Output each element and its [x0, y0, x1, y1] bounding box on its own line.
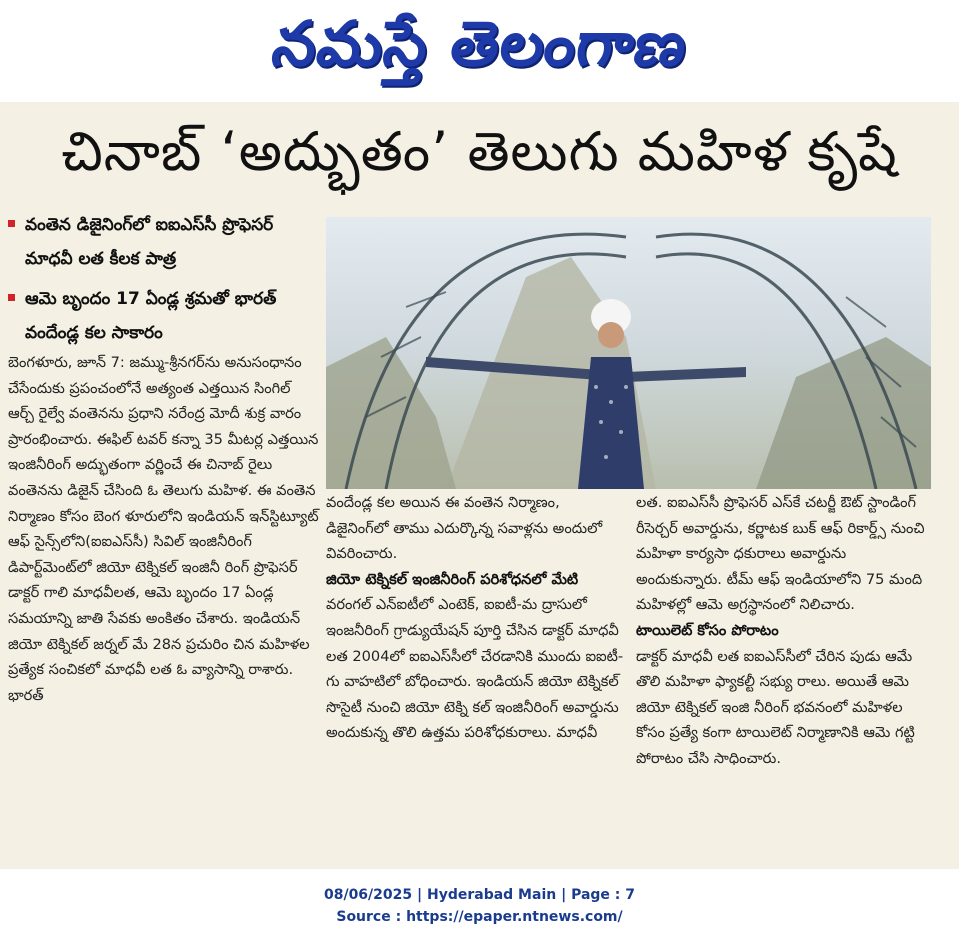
masthead-title: నమస్తే తెలంగాణ — [268, 7, 693, 80]
highlight-item — [8, 282, 320, 350]
bullet-square-icon — [8, 220, 15, 227]
article-paragraph: డాక్టర్ మాధవీ లత ఐఐఎస్‌సీలో చేరిన పుడు ఆమే తొలి మహిళా ఫ్యాకల్టీ సభ్యు రాలు. అయితే ఆమె జియో టెక్నికల్ ఇంజి నీరింగ్ భవనంలో మహిళల కోసం ప్రత్యే కంగా టాయిలెట్ నిర్మాణానికి ఆమె గట్టి పోరాటం చేసి సాధించారు. — [636, 647, 915, 767]
edition-info: 08/06/2025 | Hyderabad Main | Page : 7 — [323, 887, 636, 903]
highlight-text: ఆమె బృందం 17 ఏండ్ల శ్రమతో భారత్ వందేండ్ల కల సాకారం — [25, 289, 277, 343]
article-paragraph: వందేండ్ల కల అయిన ఈ వంతెన నిర్మాణం, డిజైనింగ్‌లో తాము ఎదుర్కొన్న సవాళ్లను అందులో వివరించారు. — [326, 494, 603, 563]
article-paragraph: లత. ఐఐఎస్‌సీ ప్రొఫెసర్ ఎస్‌కే చటర్జీ ఔట్ స్టాండింగ్ రీసెర్చర్ అవార్డును, కర్ణాటక బుక్ ఆఫ్ రికార్డ్స్ నుంచి మహిళా కార్యసా ధకురాలు అవార్డును అందుకున్నారు. టీమ్ ఆఫ్ ఇండియాలోని 75 మంది మహిళల్లో ఆమె అగ్రస్థానంలో నిలిచారు. — [636, 494, 925, 614]
highlights-list — [8, 208, 320, 356]
page-footer — [0, 884, 959, 928]
article-headline: చినాబ్ ‘అద్భుతం’ తెలుగు మహిళ కృషే — [61, 120, 898, 183]
subheading: టాయిలెట్ కోసం పోరాటం — [636, 621, 779, 639]
bridge-photo-illustration — [326, 217, 931, 489]
article-photo — [326, 217, 931, 489]
highlight-text: వంతెన డిజైనింగ్‌లో ఐఐఎస్‌సీ ప్రొఫెసర్ మాధవీ లత కీలక పాత్ర — [25, 215, 274, 269]
article-paragraph: బెంగళూరు, జూన్ 7: జమ్ము-శ్రీనగర్‌ను అనుసంధానం చేసేందుకు ప్రపంచంలోనే అత్యంత ఎత్తయిన సింగిల్ ఆర్చ్ రైల్వే వంతెనను ప్రధాని నరేంద్ర మోదీ శుక్ర వారం ప్రారంభించారు. ఈఫిల్ టవర్ కన్నా 35 మీటర్ల ఎత్తయిన ఇంజినీరింగ్ అద్భుతంగా వర్ణించే ఈ చినాబ్ రైలు వంతెనను డిజైన్ చేసింది ఓ తెలుగు మహిళ. ఈ వంతెన నిర్మాణం కోసం బెంగ ళూరులోని ఇండియన్ ఇన్‌స్టిట్యూట్ ఆఫ్ సైన్స్‌లోని(ఐఐఎస్‌సీ) సివిల్ ఇంజినీరింగ్ డిపార్ట్‌మెంట్‌లో జియో టెక్నికల్ ఇంజినీ రింగ్ ప్రొఫెసర్ డాక్టర్ గాలి మాధవీలత, ఆమె బృందం 17 ఏండ్ల సమయాన్ని జాతి సేవకు అంకితం చేశారు. ఇండియన్ జియో టెక్నికల్ జర్నల్ మే 28న ప్రచురిం చిన మహిళల ప్రత్యేక సంచికలో మాధవీ లత ఓ వ్యాసాన్ని రాశారు. భారత్ — [8, 354, 319, 704]
article-column-1 — [8, 350, 320, 708]
subheading: జియో టెక్నికల్ ఇంజినీరింగ్ పరిశోధనలో మేటి — [326, 570, 579, 588]
masthead — [0, 0, 959, 102]
article-column-2 — [326, 490, 626, 746]
bullet-square-icon — [8, 294, 15, 301]
article-column-3 — [636, 490, 936, 772]
article-paragraph: వరంగల్ ఎన్ఐటీలో ఎంటెక్, ఐఐటీ-మ ద్రాసులో ఇంజనీరింగ్ గ్రాడ్యుయేషన్ పూర్తి చేసిన డాక్టర్ మాధవీ లత 2004లో ఐఐఎస్‌సీలో చేరడానికి ముందు ఐఐటీ-గు వాహటిలో బోధించారు. ఇండియన్ జియో టెక్నికల్ సొసైటీ నుంచి జియో టెక్ని కల్ ఇంజినీరింగ్ అవార్డును అందుకున్న తొలి ఉత్తమ పరిశోధకురాలు. మాధవీ — [326, 596, 624, 742]
highlight-item — [8, 208, 320, 276]
source-link[interactable]: Source : https://epaper.ntnews.com/ — [336, 909, 623, 925]
